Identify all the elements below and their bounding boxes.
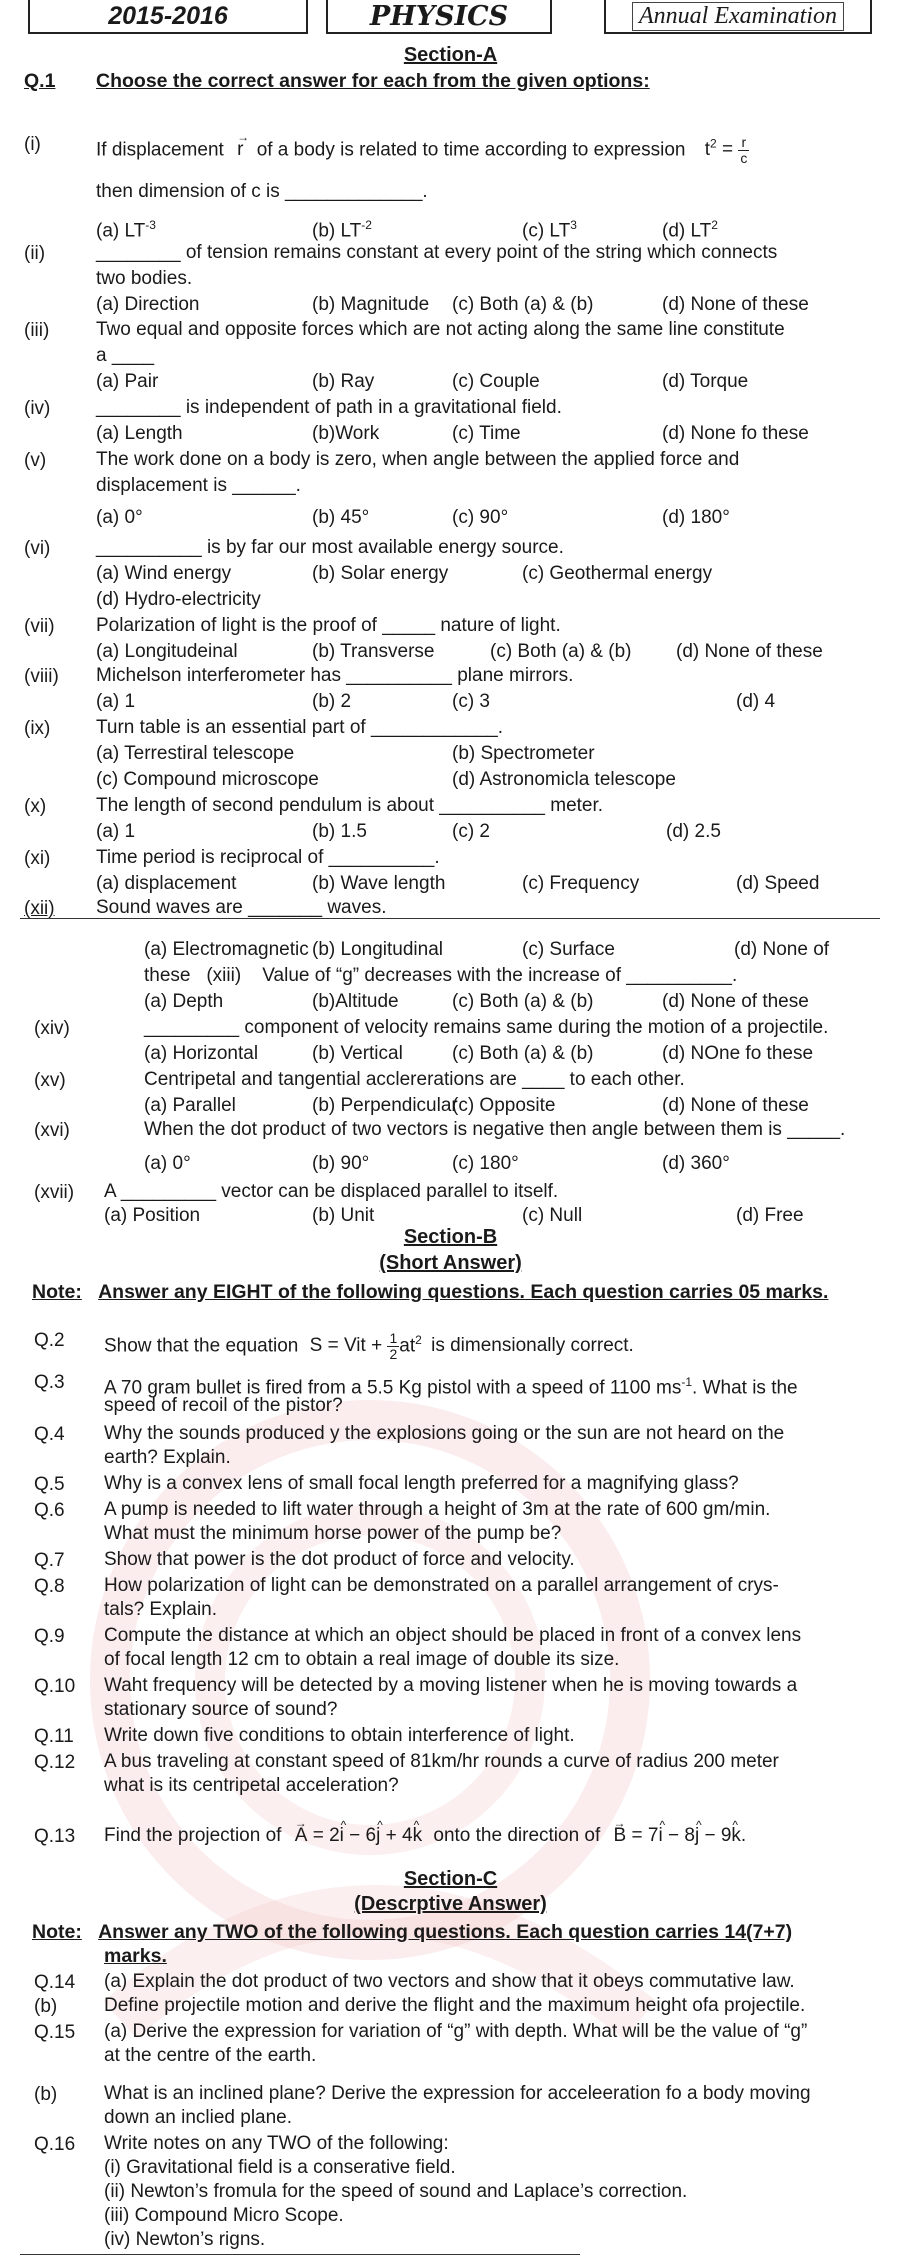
section-c-note-cont <box>104 1944 167 1968</box>
mcq-question-cont: a ____ <box>96 345 155 366</box>
note-label: Note: <box>32 1921 82 1943</box>
vec-eq: = 2 <box>312 1825 340 1846</box>
q-text: A 70 gram bullet is fired from a 5.5 Kg pistol with a speed of 1100 ms <box>104 1377 682 1399</box>
option-b: (b) 2 <box>312 691 352 712</box>
option-d: (d) NOne fo these <box>662 1043 814 1064</box>
option-a: (a) Pair <box>96 371 159 392</box>
question-number: Q.10 <box>34 1676 76 1697</box>
section-b-title <box>0 1226 901 1249</box>
equation-left: S = Vit + <box>309 1335 383 1357</box>
frac-den: 2 <box>389 1345 398 1362</box>
question-text: Why is a convex lens of small focal length preferred for a magnifying glass? <box>104 1473 739 1494</box>
option-b: (b) Vertical <box>312 1043 403 1064</box>
expression: $t^2$ = $\frac{r}{c}$ <box>704 133 748 166</box>
section-c-subtitle <box>0 1893 901 1916</box>
mcq-question-part: of a body is related to time according to expression <box>256 139 686 161</box>
q-sup: -1 <box>681 1375 693 1389</box>
option-c: (c) 90° <box>452 507 509 528</box>
mcq-question: Sound waves are _______ waves. <box>96 897 387 918</box>
question-text: Define projectile motion and derive the flight and the maximum height ofa projectile. <box>104 1995 806 2016</box>
option-a: (a) Depth <box>144 991 224 1012</box>
option-c: (c) Surface <box>522 939 615 960</box>
option-d: (d) None of <box>734 939 830 960</box>
option-d: (d) 4 <box>736 691 776 712</box>
section-b-subtitle-text: (Short Answer) <box>379 1252 522 1274</box>
note-item: (iv) Newton’s rigns. <box>104 2229 266 2250</box>
exam-type-label: Annual Examination <box>632 2 844 31</box>
unit-i: ^ i <box>340 1824 344 1848</box>
vector-a: → A <box>295 1824 308 1848</box>
mcq-question: Polarization of light is the proof of _____ nature of light. <box>96 615 561 636</box>
question-text: Write notes on any TWO of the following: <box>104 2133 449 2154</box>
vec-term: − 9 <box>704 1825 732 1846</box>
option-a: (a) Parallel <box>144 1095 236 1116</box>
option-c: (c) 2 <box>452 821 490 842</box>
option-b: (b) Ray <box>312 371 375 392</box>
opt-sup: 2 <box>711 218 718 232</box>
question-number: Q.15 <box>34 2022 76 2043</box>
mcq-number: (xv) <box>34 1070 66 1091</box>
mcq-number: (xvii) <box>34 1182 75 1203</box>
question-number: Q.11 <box>34 1726 74 1747</box>
mcq-number: (xvi) <box>34 1120 70 1141</box>
mcq-question: A _________ vector can be displaced parallel to itself. <box>104 1181 559 1202</box>
q1-number: Q.1 <box>24 70 56 92</box>
q-text: Find the projection of <box>104 1825 282 1846</box>
mcq-number: (i) <box>24 134 41 155</box>
question-text-cont: at the centre of the earth. <box>104 2045 317 2066</box>
mcq-xiii-number: (xiii) <box>206 965 242 986</box>
question-text: A bus traveling at constant speed of 81km/hr rounds a curve of radius 200 meter <box>104 1751 779 1772</box>
mcq-number: (ix) <box>24 718 51 739</box>
section-a-title-text: Section-A <box>403 44 498 66</box>
opt-text: (a) LT <box>96 220 146 242</box>
section-b-note <box>32 1280 828 1304</box>
section-c-note <box>32 1920 792 1944</box>
option-a: (a) Electromagnetic <box>144 939 309 960</box>
option-c: (c) Compound microscope <box>96 769 319 790</box>
eq-sup: 2 <box>415 1333 422 1347</box>
option-a: (a) Longitudeinal <box>96 641 238 662</box>
option-a: (a) Wind energy <box>96 563 232 584</box>
exam-subject: PHYSICS <box>326 0 552 34</box>
question-text <box>104 1328 634 1362</box>
question-number: Q.3 <box>34 1372 65 1393</box>
question-text: Find the projection of → A = 2^ i − 6^ j + 4^ k onto the direction of → B = 7^ i − 8^ j − 9^ k. <box>104 1824 746 1848</box>
option-c <box>522 213 577 243</box>
question-text: A pump is needed to lift water through a height of 3m at the rate of 600 gm/min. <box>104 1499 771 1520</box>
option-d: (d) Free <box>736 1205 804 1226</box>
mcq-number: (v) <box>24 450 47 471</box>
option-c: (c) Both (a) & (b) <box>490 641 632 662</box>
frac-num: r <box>738 135 749 151</box>
option-c: (c) Both (a) & (b) <box>452 991 594 1012</box>
vec-term: − 8 <box>667 1825 695 1846</box>
bottom-divider <box>20 2254 580 2255</box>
question-number: Q.8 <box>34 1576 65 1597</box>
vec-term: + 4 <box>385 1825 413 1846</box>
option-d: (d) None of these <box>676 641 823 662</box>
option-a: (a) Horizontal <box>144 1043 259 1064</box>
q1-heading <box>24 70 650 93</box>
question-number: Q.6 <box>34 1500 65 1521</box>
question-number: Q.4 <box>34 1424 65 1445</box>
question-text: Show that power is the dot product of force and velocity. <box>104 1549 575 1570</box>
unit-j: ^ j <box>695 1824 699 1848</box>
question-text-cont: stationary source of sound? <box>104 1699 338 1720</box>
option-b: (b) 45° <box>312 507 370 528</box>
opt-text: (d) LT <box>662 220 712 242</box>
note-item: (i) Gravitational field is a conserative field. <box>104 2157 456 2178</box>
option-c: (c) Geothermal energy <box>522 563 713 584</box>
option-d: (d) Speed <box>736 873 820 894</box>
option-a: (a) 1 <box>96 691 136 712</box>
option-c: (c) Both (a) & (b) <box>452 294 594 315</box>
q-text: . What is the <box>692 1377 798 1399</box>
mcq-question: Michelson interferometer has __________ plane mirrors. <box>96 665 574 686</box>
option-a: (a) Direction <box>96 294 200 315</box>
mcq-question: Centripetal and tangential acclererations are ____ to each other. <box>144 1069 685 1090</box>
q-text: is dimensionally correct. <box>431 1335 634 1357</box>
mcq-question: __________ is by far our most available energy source. <box>96 537 564 558</box>
note-text: Answer any EIGHT of the following questions. Each question carries 05 marks. <box>98 1281 829 1303</box>
option-c: (c) Opposite <box>452 1095 556 1116</box>
option-d: (d) 360° <box>662 1153 730 1174</box>
question-text: Write down five conditions to obtain interference of light. <box>104 1725 575 1746</box>
expr-t: t <box>704 139 711 161</box>
fraction-r-over-c <box>738 135 749 166</box>
mcq-question <box>96 132 749 166</box>
opt-sup: -3 <box>145 218 156 232</box>
question-number: Q.12 <box>34 1752 76 1773</box>
option-b: (b) Spectrometer <box>452 743 595 764</box>
mcq-question: Turn table is an essential part of ____________. <box>96 717 504 738</box>
question-text-cont: down an inclied plane. <box>104 2107 293 2128</box>
option-d: (d) None of these <box>662 1095 809 1116</box>
mcq-number: (xii) <box>24 898 55 919</box>
opt-d-cont: these <box>144 965 191 986</box>
question-text: Why the sounds produced y the explosions going or the sun are not heard on the <box>104 1423 785 1444</box>
opt-text: (b) LT <box>312 220 362 242</box>
option-b: (b) Solar energy <box>312 563 449 584</box>
question-number: Q.7 <box>34 1550 65 1571</box>
exam-type <box>604 0 872 34</box>
exam-year: 2015-2016 <box>28 0 308 34</box>
question-number: Q.9 <box>34 1626 65 1647</box>
option-a: (a) 0° <box>96 507 143 528</box>
divider <box>20 918 880 919</box>
option-b: (b) 1.5 <box>312 821 367 842</box>
question-number: (b) <box>34 1996 58 2017</box>
option-c: (c) Both (a) & (b) <box>452 1043 594 1064</box>
option-d: (d) Torque <box>662 371 749 392</box>
q-text: Show that the equation <box>104 1335 299 1357</box>
option-b: (b) Transverse <box>312 641 435 662</box>
unit-k: ^ k <box>413 1824 423 1848</box>
opt-sup: 3 <box>570 218 577 232</box>
frac-num: 1 <box>389 1329 398 1346</box>
mcq-question: When the dot product of two vectors is negative then angle between them is _____. <box>144 1119 846 1140</box>
note-text-cont: marks. <box>104 1945 167 1967</box>
mcq-number: (iii) <box>24 320 50 341</box>
mcq-question-part: If displacement <box>96 139 224 161</box>
option-d: (d) 180° <box>662 507 730 528</box>
vec-term: − 6 <box>349 1825 377 1846</box>
mcq-question-cont: displacement is ______. <box>96 475 301 496</box>
vector-r: → r <box>237 138 243 162</box>
question-text: How polarization of light can be demonstrated on a parallel arrangement of crys- <box>104 1575 779 1596</box>
option-a: (a) Terrestiral telescope <box>96 743 295 764</box>
option-d: (d) None of these <box>662 991 809 1012</box>
mcq-number: (xiv) <box>34 1018 70 1039</box>
option-d <box>662 213 718 243</box>
mcq-number: (xi) <box>24 848 51 869</box>
question-text: Compute the distance at which an object should be placed in front of a convex lens <box>104 1625 802 1646</box>
option-b: (b) Unit <box>312 1205 375 1226</box>
opt-text: (c) LT <box>522 220 571 242</box>
vector-b: → B <box>614 1824 627 1848</box>
question-text-cont: earth? Explain. <box>104 1447 231 1468</box>
exam-header <box>0 0 901 40</box>
mcq-question: The work done on a body is zero, when angle between the applied force and <box>96 449 740 470</box>
mcq-question: The length of second pendulum is about __________ meter. <box>96 795 604 816</box>
option-b: (b) 90° <box>312 1153 370 1174</box>
question-text-cont: What must the minimum horse power of the pump be? <box>104 1523 562 1544</box>
section-c-title <box>0 1868 901 1891</box>
option-a: (a) displacement <box>96 873 237 894</box>
option-a: (a) 0° <box>144 1153 191 1174</box>
note-item: (ii) Newton’s fromula for the speed of sound and Laplace’s correction. <box>104 2181 688 2202</box>
note-text: Answer any TWO of the following questions. Each question carries 14(7+7) <box>98 1921 793 1943</box>
option-c: (c) Time <box>452 423 521 444</box>
mcq-question: Time period is reciprocal of __________. <box>96 847 440 868</box>
option-d: (d) 2.5 <box>666 821 721 842</box>
question-number: Q.5 <box>34 1474 65 1495</box>
option-d: (d) Astronomicla telescope <box>452 769 676 790</box>
option-b: (b) Longitudinal <box>312 939 443 960</box>
vec-eq: = 7 <box>631 1825 659 1846</box>
note-label: Note: <box>32 1281 82 1303</box>
section-b-title-text: Section-B <box>403 1226 498 1248</box>
option-b: (b)Altitude <box>312 991 399 1012</box>
question-text: What is an inclined plane? Derive the expression for acceleeration fo a body moving <box>104 2083 811 2104</box>
option-b: (b) Magnitude <box>312 294 430 315</box>
question-text-cont: what is its centripetal acceleration? <box>104 1775 399 1796</box>
section-a-title <box>0 44 901 67</box>
option-c: (c) 3 <box>452 691 490 712</box>
fraction-half <box>387 1331 399 1362</box>
question-text: (a) Explain the dot product of two vectors and show that it obeys commutative law. <box>104 1971 795 1992</box>
section-c-subtitle-text: (Descrptive Answer) <box>354 1893 547 1915</box>
mcq-number: (x) <box>24 796 47 817</box>
option-c: (c) Null <box>522 1205 583 1226</box>
question-text-cont: speed of recoil of the pistor? <box>104 1395 343 1416</box>
question-text: Waht frequency will be detected by a moving listener when he is moving towards a <box>104 1675 798 1696</box>
option-a <box>96 213 156 243</box>
option-d: (d) None fo these <box>662 423 809 444</box>
mcq-number: (vii) <box>24 616 55 637</box>
option-b: (b) Perpendicular <box>312 1095 458 1116</box>
unit-k: ^ k <box>731 1824 741 1848</box>
option-b: (b)Work <box>312 423 380 444</box>
mcq-question: ________ is independent of path in a gravitational field. <box>96 397 562 418</box>
option-b <box>312 213 372 243</box>
option-a: (a) Position <box>104 1205 201 1226</box>
mcq-question: ________ of tension remains constant at every point of the string which connects <box>96 242 778 263</box>
question-text: (a) Derive the expression for variation of “g” with depth. What will be the value of “g” <box>104 2021 808 2042</box>
mcq-question: _________ component of velocity remains same during the motion of a projectile. <box>144 1017 829 1038</box>
option-c: (c) Frequency <box>522 873 640 894</box>
unit-i: ^ i <box>658 1824 662 1848</box>
section-b-subtitle <box>0 1252 901 1275</box>
note-item: (iii) Compound Micro Scope. <box>104 2205 344 2226</box>
opt-sup: -2 <box>361 218 372 232</box>
section-c-title-text: Section-C <box>403 1868 498 1890</box>
question-number: Q.16 <box>34 2134 76 2155</box>
q-text: onto the direction of <box>433 1825 601 1846</box>
mcq-number: (viii) <box>24 666 59 687</box>
option-c: (c) Couple <box>452 371 540 392</box>
option-d: (d) Hydro-electricity <box>96 589 261 610</box>
unit-j: ^ j <box>376 1824 380 1848</box>
question-number: Q.14 <box>34 1972 76 1993</box>
mcq-xii-cont <box>144 964 737 988</box>
mcq-question: Two equal and opposite forces which are not acting along the same line constitute <box>96 319 785 340</box>
mcq-question-cont: two bodies. <box>96 268 193 289</box>
mcq-question-cont: then dimension of c is _____________. <box>96 181 428 202</box>
question-number: Q.13 <box>34 1826 76 1847</box>
option-d: (d) None of these <box>662 294 809 315</box>
equation-right: at <box>399 1335 416 1357</box>
mcq-number: (ii) <box>24 243 46 264</box>
mcq-xiii-question: Value of “g” decreases with the increase of __________. <box>262 965 738 986</box>
question-number: Q.2 <box>34 1330 65 1351</box>
question-text-cont: of focal length 12 cm to obtain a real image of double its size. <box>104 1649 620 1670</box>
q1-instruction: Choose the correct answer for each from the given options: <box>96 70 650 92</box>
question-text-cont: tals? Explain. <box>104 1599 218 1620</box>
option-b: (b) Wave length <box>312 873 446 894</box>
mcq-number: (vi) <box>24 538 51 559</box>
question-number: (b) <box>34 2084 58 2105</box>
frac-den: c <box>740 149 748 166</box>
option-a: (a) 1 <box>96 821 136 842</box>
mcq-number: (iv) <box>24 398 51 419</box>
option-a: (a) Length <box>96 423 183 444</box>
option-c: (c) 180° <box>452 1153 519 1174</box>
